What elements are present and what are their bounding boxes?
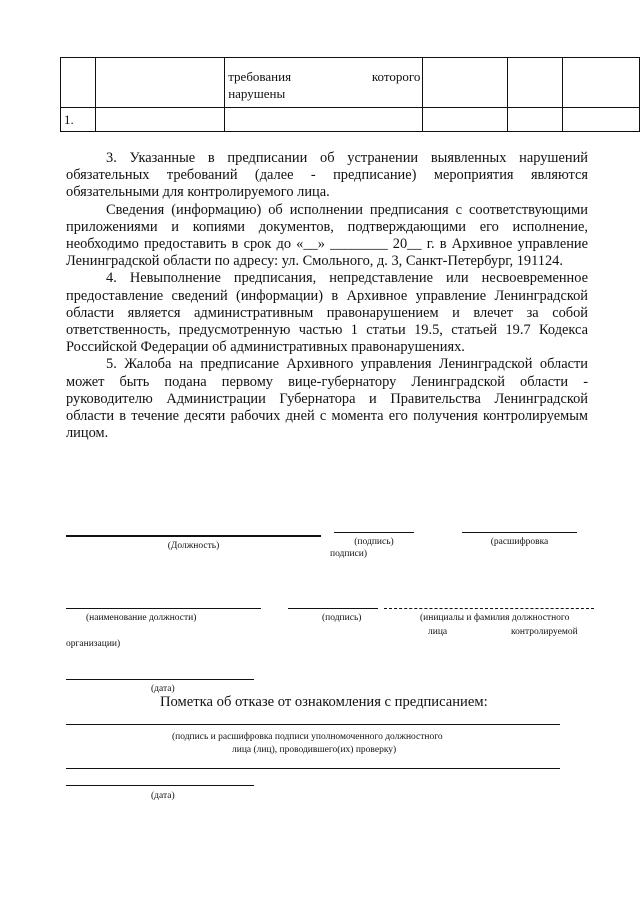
- row-number-cell: [61, 108, 96, 132]
- table-cell-requirement: [225, 58, 423, 108]
- table-cell: [61, 58, 96, 108]
- requirement-word: требования: [228, 69, 292, 84]
- table-row: [61, 108, 640, 132]
- paragraph-5: 5. Жалоба на предписание Архивного управления Ленинградской области может быть подана первому вице-губернатору Ленинградской области - руководителю Администрации Губернатора и Правительства Ленинградской области в течение десяти рабочих дней с момента его получения контролируемым лицом.: [66, 356, 588, 442]
- table-cell: [96, 58, 225, 108]
- paragraph-info: Сведения (информацию) об исполнении предписания с соответствующими приложениями и копиями документов, подтверждающими его исполнение, необходимо предоставить в срок до «__» ________ 20__ г. в Архивное управление Ленинградской области по адресу: ул. Смольного, д. 3, Санкт-Петербург, 191124.: [66, 201, 588, 270]
- signature-line: [334, 532, 414, 533]
- table-cell: [563, 58, 640, 108]
- table-cell: [563, 108, 640, 132]
- table-cell: [508, 58, 563, 108]
- signature-label: (подпись): [354, 537, 394, 547]
- date-label-1: (дата): [151, 684, 175, 694]
- which-word: которого: [371, 69, 421, 84]
- refusal-signature-line: [66, 724, 560, 725]
- date-line-1: [66, 679, 254, 680]
- refusal-sign-label-2: лица (лиц), проводившего(их) проверку): [232, 745, 397, 755]
- table-cell: [96, 108, 225, 132]
- violated-word: нарушены: [228, 86, 286, 101]
- paragraph-3: 3. Указанные в предписании об устранении выявленных нарушений обязательных требований (далее - предписание) мероприятия являются обязательными для контролируемого лица.: [66, 150, 588, 201]
- row-number: 1.: [64, 112, 74, 127]
- table-cell: [423, 58, 508, 108]
- signature2-label: (подпись): [322, 613, 362, 623]
- document-body: [66, 150, 588, 442]
- refusal-sign-label-1: (подпись и расшифровка подписи уполномоченного должностного: [172, 732, 443, 742]
- position-name-label: (наименование должности): [86, 613, 197, 623]
- table-cell: [508, 108, 563, 132]
- violations-table: [60, 57, 640, 132]
- position-name-line: [66, 608, 261, 609]
- table-row: [61, 58, 640, 108]
- initials-label-1: (инициалы и фамилия должностного: [420, 613, 570, 623]
- initials-label-2b: контролируемой: [511, 627, 578, 637]
- refusal-title: Пометка об отказе от ознакомления с предписанием:: [160, 694, 488, 710]
- initials-line: [384, 608, 594, 609]
- paragraph-4: 4. Невыполнение предписания, непредставление или несвоевременное предоставление сведений (информации) в Архивное управление Ленинградской области является административным правонарушением и влечет за собой ответственность, предусмотренную частью 1 статьи 19.5, статьей 19.7 Кодекса Российской Федерации об административных правонарушениях.: [66, 270, 588, 356]
- signature-decode-label-cont: подписи): [330, 549, 368, 559]
- position-line: [66, 535, 321, 537]
- decode-line: [462, 532, 577, 533]
- table-cell: [225, 108, 423, 132]
- date-label-2: (дата): [151, 791, 175, 801]
- signature2-line: [288, 608, 378, 609]
- refusal-extra-line: [66, 768, 560, 769]
- initials-label-2a: лица: [428, 627, 448, 637]
- decode-label: (расшифровка: [490, 537, 549, 547]
- organization-label: организации): [66, 639, 121, 649]
- table-cell: [423, 108, 508, 132]
- position-label: (Должность): [167, 541, 220, 551]
- date-line-2: [66, 785, 254, 786]
